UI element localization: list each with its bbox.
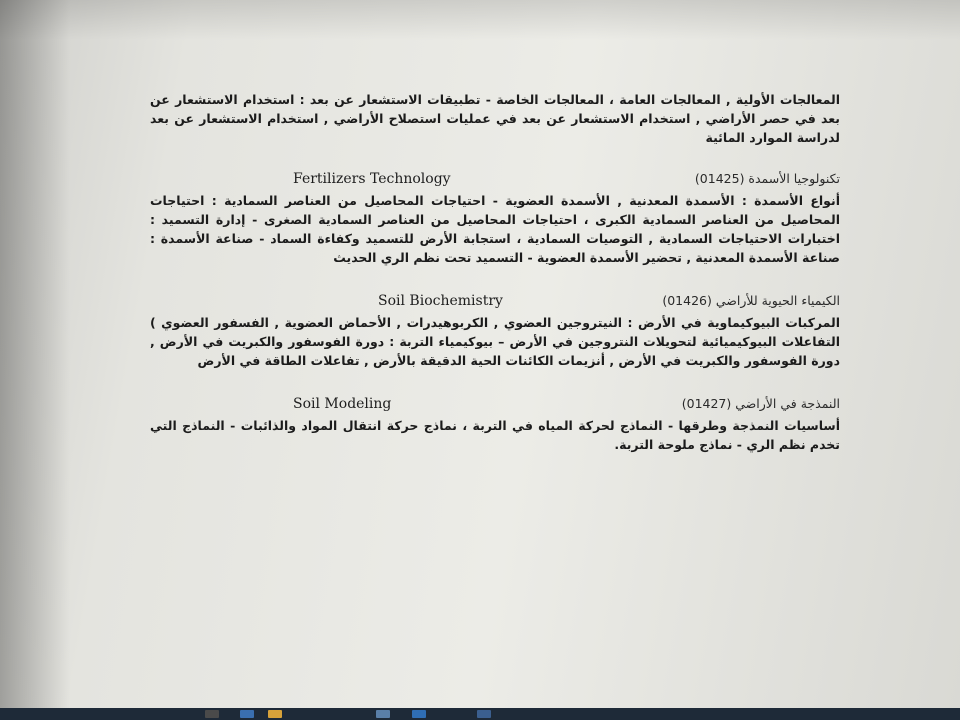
course-code-arabic: (01425) تكنولوجيا الأسمدة: [694, 171, 840, 186]
taskbar-icon[interactable]: [205, 710, 219, 718]
course-title-english: Soil Biochemistry: [378, 293, 503, 309]
course-heading: [150, 171, 840, 189]
course-heading: [150, 396, 840, 414]
course-code-arabic: (01427) النمذجة في الأراضي: [681, 396, 840, 411]
course-1426: [150, 293, 840, 370]
app-icon[interactable]: [376, 710, 390, 718]
browser-icon[interactable]: [240, 710, 254, 718]
app-icon[interactable]: [477, 710, 491, 718]
course-title-english: Soil Modeling: [293, 396, 392, 412]
intro-paragraph: المعالجات الأولية , المعالجات العامة ، المعالجات الخاصة - تطبيقات الاستشعار عن بعد : استخدام الاستشعار عن بعد في حصر الأراضي , استخدام الاستشعار عن بعد في عمليات استصلاح الأراضي , استخدام الاستشعار عن بعد لدراسة الموارد المائية: [150, 92, 840, 145]
document-body: [150, 90, 840, 454]
course-description: أنواع الأسمدة : الأسمدة المعدنية , الأسمدة العضوية - احتياجات المحاصيل من العناصر السمادية : احتياجات المحاصيل من العناصر السمادية الكبرى ، احتياجات المحاصيل من العناصر السمادية الصغرى - إدارة التسميد : اختبارات الاحتياجات السمادية , التوصيات السمادية ، استجابة الأرض للتسميد وكفاءة السماد - صناعة الأسمدة : صناعة الأسمدة المعدنية , تحضير الأسمدة العضوية - التسميد تحت نظم الري الحديث: [150, 193, 840, 265]
taskbar: [0, 708, 960, 720]
folder-icon[interactable]: [268, 710, 282, 718]
course-heading: [150, 293, 840, 311]
left-shadow: [0, 0, 70, 708]
top-shadow: [0, 0, 960, 40]
course-description: أساسيات النمذجة وطرقها - النماذج لحركة المياه في التربة ، نماذج حركة انتقال المواد والذائبات - النماذج التي تخدم نظم الري - نماذج ملوحة التربة.: [150, 418, 840, 452]
course-description: المركبات البيوكيماوية في الأرض : النيتروجين العضوي , الكربوهيدرات , الأحماض العضوية , الفسفور العضوي ) التفاعلات البيوكيميائية لتحويلات النتروجين في الأرض – بيوكيمياء التربة : دورة الفوسفور والكبريت في الأرض , دورة الفوسفور والكبريت في الأرض , أنزيمات الكائنات الحية الدقيقة بالأرض , تفاعلات الطاقة في الأرض: [150, 315, 840, 368]
course-code-arabic: (01426) الكيمياء الحيوية للأراضي: [662, 293, 840, 308]
course-title-english: Fertilizers Technology: [293, 171, 451, 187]
course-1425: [150, 171, 840, 267]
course-1427: [150, 396, 840, 454]
word-icon[interactable]: [412, 710, 426, 718]
